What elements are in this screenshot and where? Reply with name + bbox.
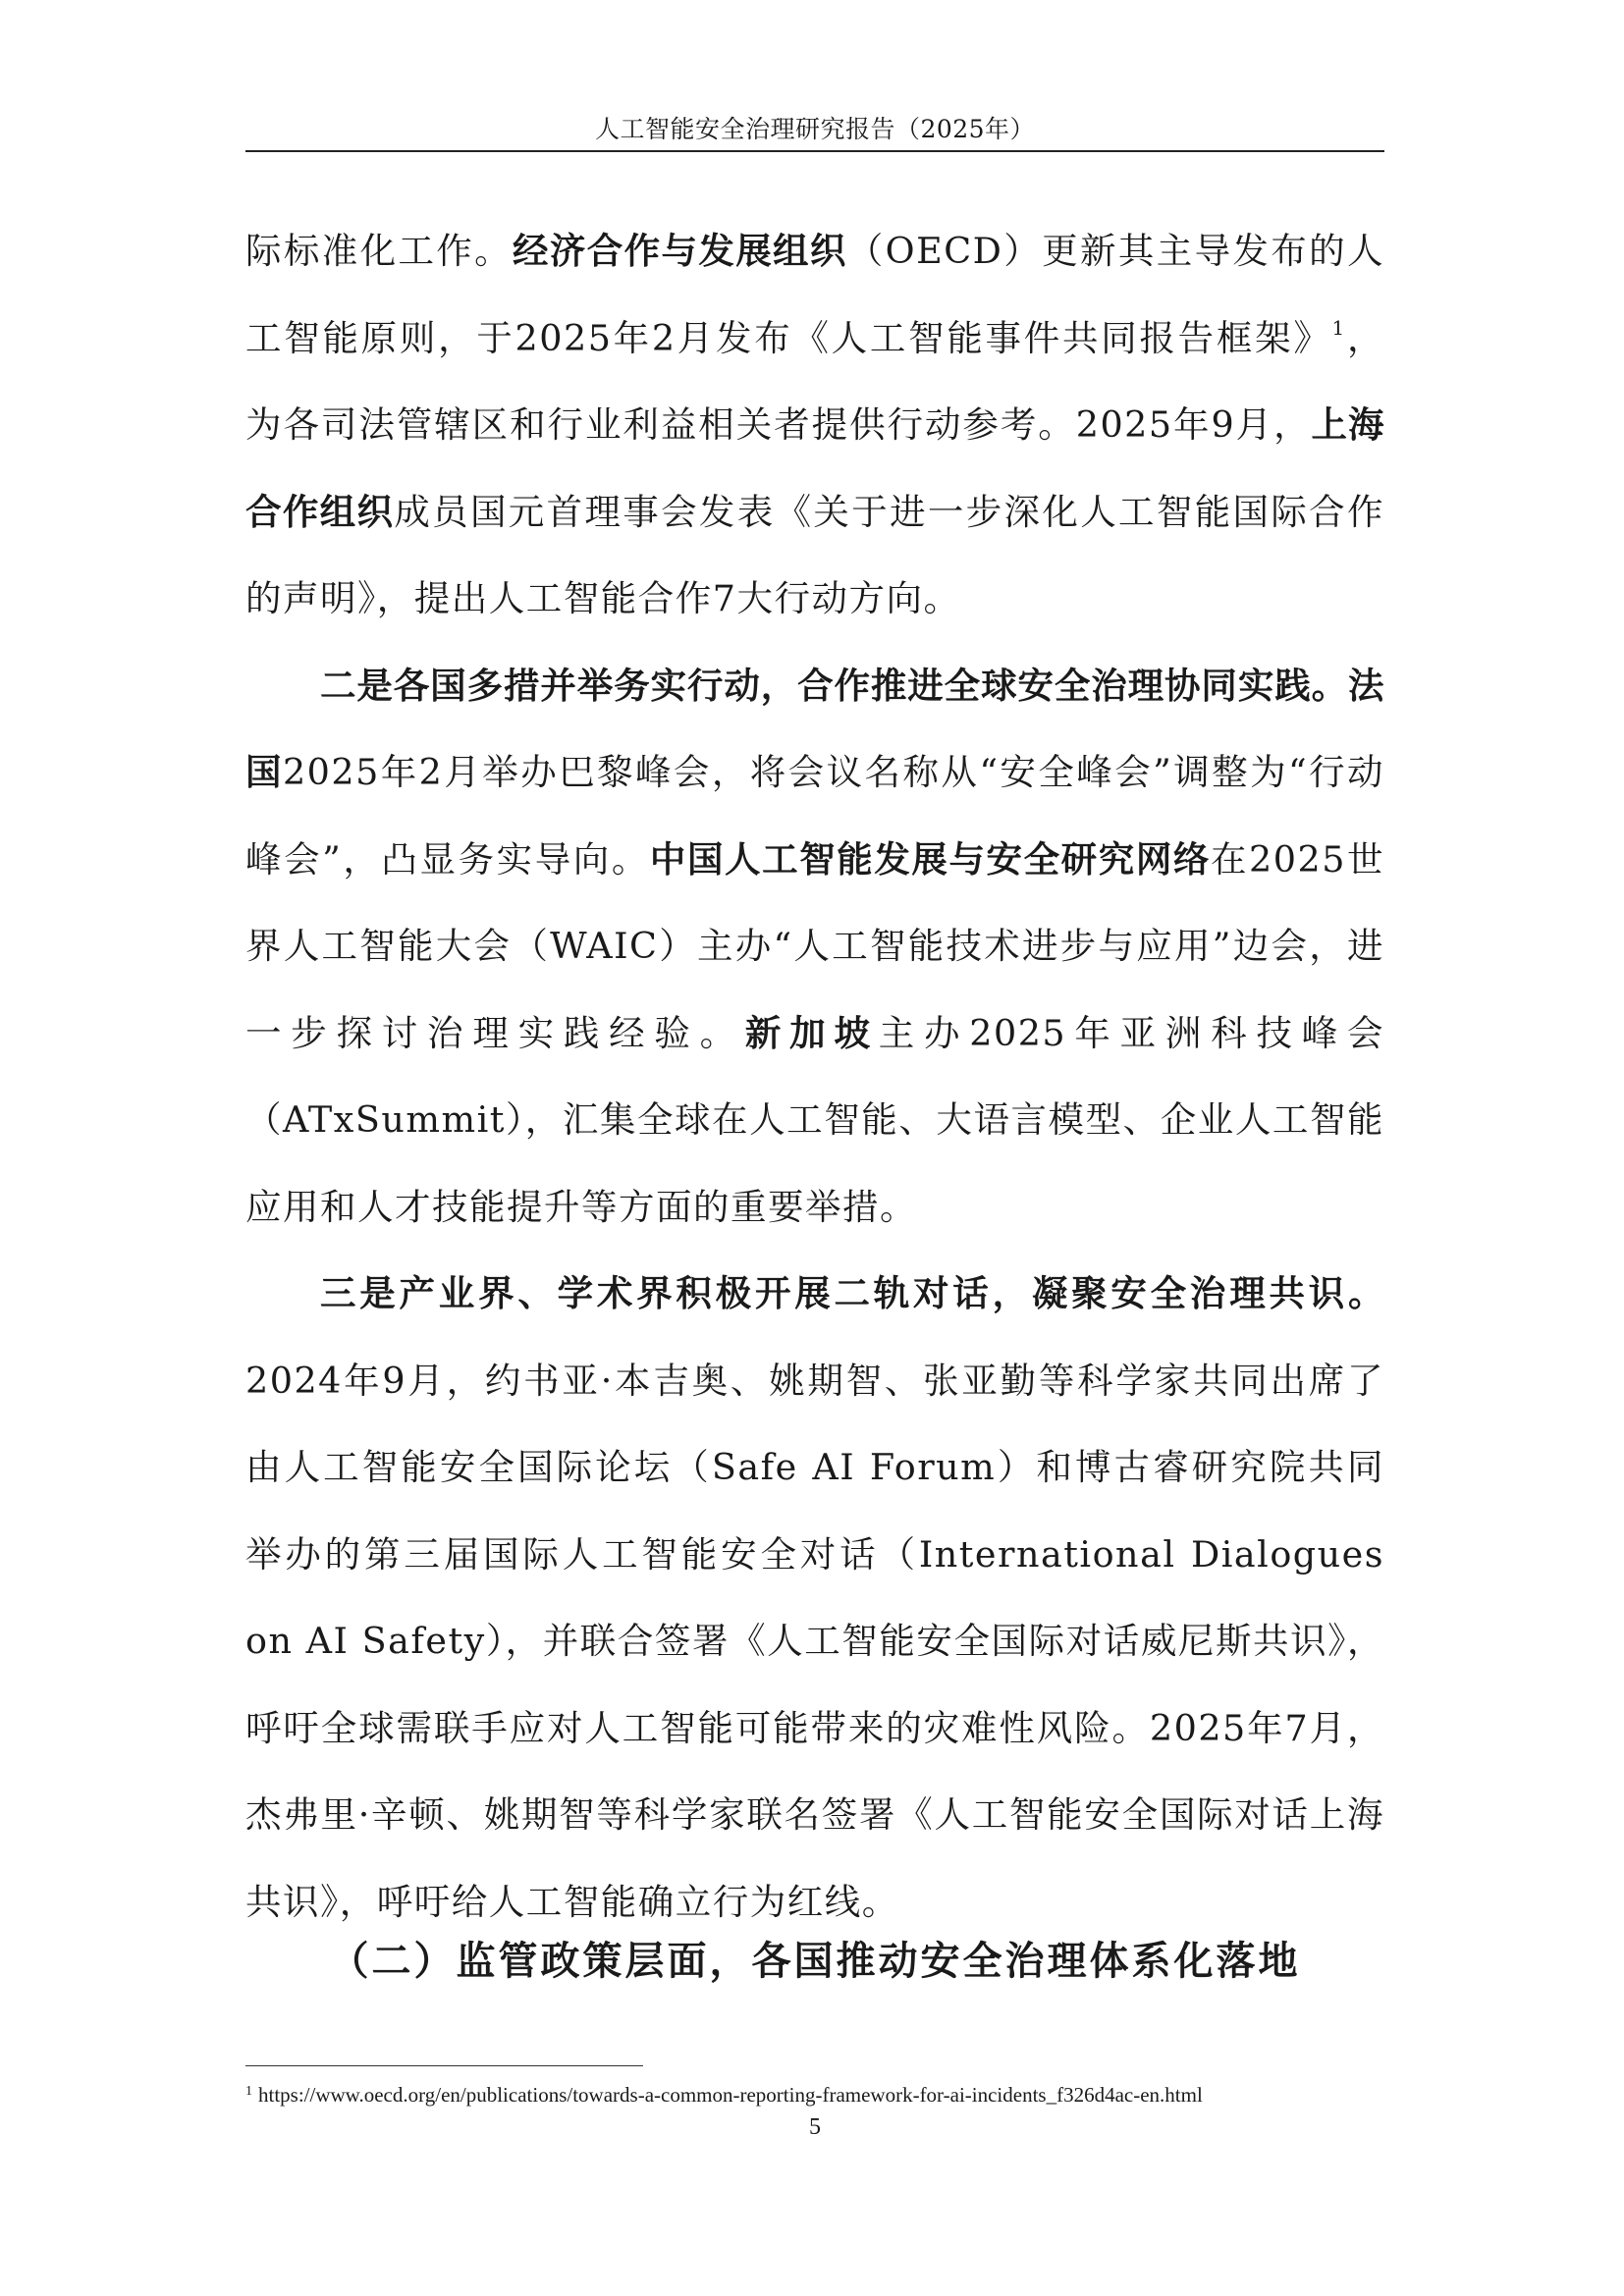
emphasis-text: 新加坡 xyxy=(744,1011,879,1054)
section-heading: （二）监管政策层面，各国推动安全治理体系化落地 xyxy=(329,1938,1301,1984)
emphasis-text: 三是产业界、学术界积极开展二轨对话，凝聚安全治理共识。 xyxy=(320,1272,1384,1314)
emphasis-text: 上海合作组织 xyxy=(245,403,1384,533)
text-run: 际标准化工作。 xyxy=(245,230,514,272)
text-run: 2025年2月举办巴黎峰会，将会议名称从“安全峰会”调整为“行动峰会”，凸显务实导向。 xyxy=(245,751,1385,881)
text-run: （OECD）更新其主导发布的人工智能原则，于2025年2月发布《人工智能事件共同报告框架》 xyxy=(245,230,1385,359)
text-run: 主办2025年亚洲科技峰会（ATxSummit），汇集全球在人工智能、大语言模型、企业人工智能应用和人才技能提升等方面的重要举措。 xyxy=(245,1011,1384,1228)
text-run: ，为各司法管辖区和行业利益相关者提供行动参考。2025年9月， xyxy=(245,316,1385,446)
running-header: 人工智能安全治理研究报告（2025年） xyxy=(594,115,1036,143)
emphasis-text: 经济合作与发展组织 xyxy=(513,230,847,272)
body-text xyxy=(245,208,1384,1946)
text-run: 2024年9月，约书亚·本吉奥、姚期智、张亚勤等科学家共同出席了由人工智能安全国际论坛（Safe AI Forum）和博古睿研究院共同举办的第三届国际人工智能安全对话（International Dialogues on AI Safety），并联合签署《人工智能安全国际对话威尼斯共识》，呼吁全球需联手应对人工智能可能带来的灾难性风险。2025年7月，杰弗里·辛顿、姚期智等科学家联名签署《人工智能安全国际对话上海共识》，呼吁给人工智能确立行为红线。 xyxy=(245,1359,1384,1923)
paragraph xyxy=(245,1251,1384,1946)
emphasis-text: 中国人工智能发展与安全研究网络 xyxy=(649,837,1211,881)
emphasis-text: 法国 xyxy=(245,664,1384,793)
footnote-link[interactable]: https://www.oecd.org/en/publications/towards-a-common-reporting-framework-for-ai-incidents_f326d4ac-en.html xyxy=(258,2083,1203,2107)
footnote-reference[interactable]: 1 xyxy=(1331,315,1346,340)
footnote-divider xyxy=(245,2065,643,2066)
paragraph xyxy=(245,208,1384,643)
footnote xyxy=(245,2077,1384,2109)
text-run: 成员国元首理事会发表《关于进一步深化人工智能国际合作的声明》，提出人工智能合作7大行动方向。 xyxy=(245,490,1385,619)
emphasis-text: 二是各国多措并举务实行动，合作推进全球安全治理协同实践。 xyxy=(320,664,1348,707)
header-divider xyxy=(245,150,1384,152)
text-run: 在2025世界人工智能大会（WAIC）主办“人工智能技术进步与应用”边会，进一步探讨治理实践经验。 xyxy=(245,837,1384,1054)
footnote-number: 1 xyxy=(245,2084,252,2099)
paragraph xyxy=(245,643,1384,1252)
page-number: 5 xyxy=(809,2114,821,2140)
